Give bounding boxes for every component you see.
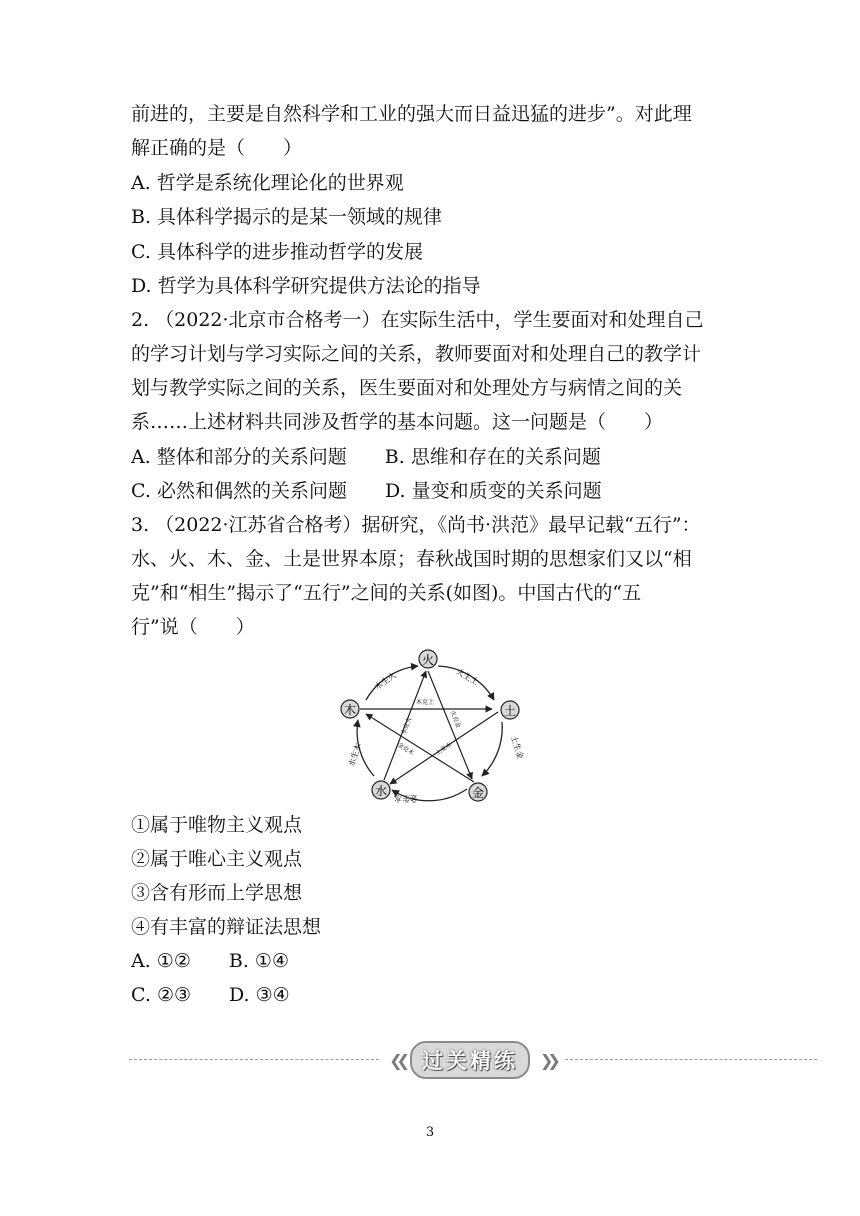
generating-label: 水生木 [347, 742, 363, 768]
option-c: C. 具体科学的进步推动哲学的发展 [131, 241, 423, 263]
overcoming-label: 水克火 [400, 716, 414, 736]
section-banner [379, 1040, 565, 1080]
question-2-text: 系……上述材料共同涉及哲学的基本问题。这一问题是（ ） [131, 411, 664, 433]
element-node-wood [341, 700, 359, 718]
option-a: A. 哲学是系统化理论化的世界观 [131, 172, 404, 194]
element-node-water [372, 781, 390, 799]
question-3-text: 克”和“相生”揭示了“五行”之间的关系(如图)。中国古代的“五 [131, 582, 642, 604]
chevron-left-icon: ❮❮ [389, 1050, 404, 1070]
element-label: 木 [343, 703, 357, 717]
option-b: B. 具体科学揭示的是某一领域的规律 [131, 206, 443, 228]
question-3-text: 3. （2022·江苏省合格考）据研究，《尚书·洪范》最早记载“五行”： [131, 514, 701, 536]
five-elements-diagram [334, 646, 530, 806]
question-2-options-ab: A. 整体和部分的关系问题 B. 思维和存在的关系问题 [131, 446, 601, 468]
answer-options-ab: A. ①② B. ①④ [131, 950, 289, 972]
element-label: 金 [471, 786, 485, 800]
element-label: 水 [374, 784, 388, 798]
answer-options-cd: C. ②③ D. ③④ [131, 984, 290, 1006]
text-line: 解正确的是（ ） [131, 137, 303, 159]
statement-4: ④有丰富的辩证法思想 [131, 916, 322, 938]
element-label: 土 [503, 704, 517, 718]
overcoming-label: 火克金 [448, 709, 462, 729]
divider-dash-right [565, 1059, 817, 1060]
element-node-fire [419, 650, 437, 668]
option-d: D. 哲学为具体科学研究提供方法论的指导 [131, 275, 481, 297]
generating-label: 土生金 [509, 734, 525, 760]
overcoming-label: 金克木 [396, 741, 416, 758]
page-number: 3 [425, 1125, 435, 1140]
question-3-text: 水、火、木、金、土是世界本原；春秋战国时期的思想家们又以“相 [131, 548, 692, 570]
chevron-right-icon: ❯❯ [540, 1050, 555, 1070]
statement-3: ③含有形而上学思想 [131, 882, 303, 904]
element-node-metal [469, 783, 487, 801]
overcoming-label: 木克土 [416, 699, 435, 706]
section-divider [129, 1040, 817, 1080]
statement-1: ①属于唯物主义观点 [131, 814, 303, 836]
element-node-earth [501, 701, 519, 719]
generating-label: 木生火 [373, 670, 398, 692]
overcoming-label: 土克水 [434, 741, 454, 758]
question-3-text: 行”说（ ） [131, 616, 255, 638]
statement-2: ②属于唯心主义观点 [131, 848, 303, 870]
divider-dash-left [129, 1059, 379, 1060]
text-line: 前进的，主要是自然科学和工业的强大而日益迅猛的进步”。对此理 [131, 103, 692, 125]
section-banner-title: 过关精练 [410, 1041, 530, 1079]
question-2-text: 划与教学实际之间的关系，医生要面对和处理处方与病情之间的关 [131, 377, 683, 399]
element-label: 火 [421, 653, 435, 667]
question-2-text: 2. （2022·北京市合格考一）在实际生活中，学生要面对和处理自己 [131, 309, 704, 331]
question-2-text: 的学习计划与学习实际之间的关系，教师要面对和处理自己的教学计 [131, 343, 702, 365]
question-2-options-cd: C. 必然和偶然的关系问题 D. 量变和质变的关系问题 [131, 480, 602, 502]
generating-label: 金生水 [394, 794, 418, 803]
generating-label: 火生土 [454, 666, 480, 687]
